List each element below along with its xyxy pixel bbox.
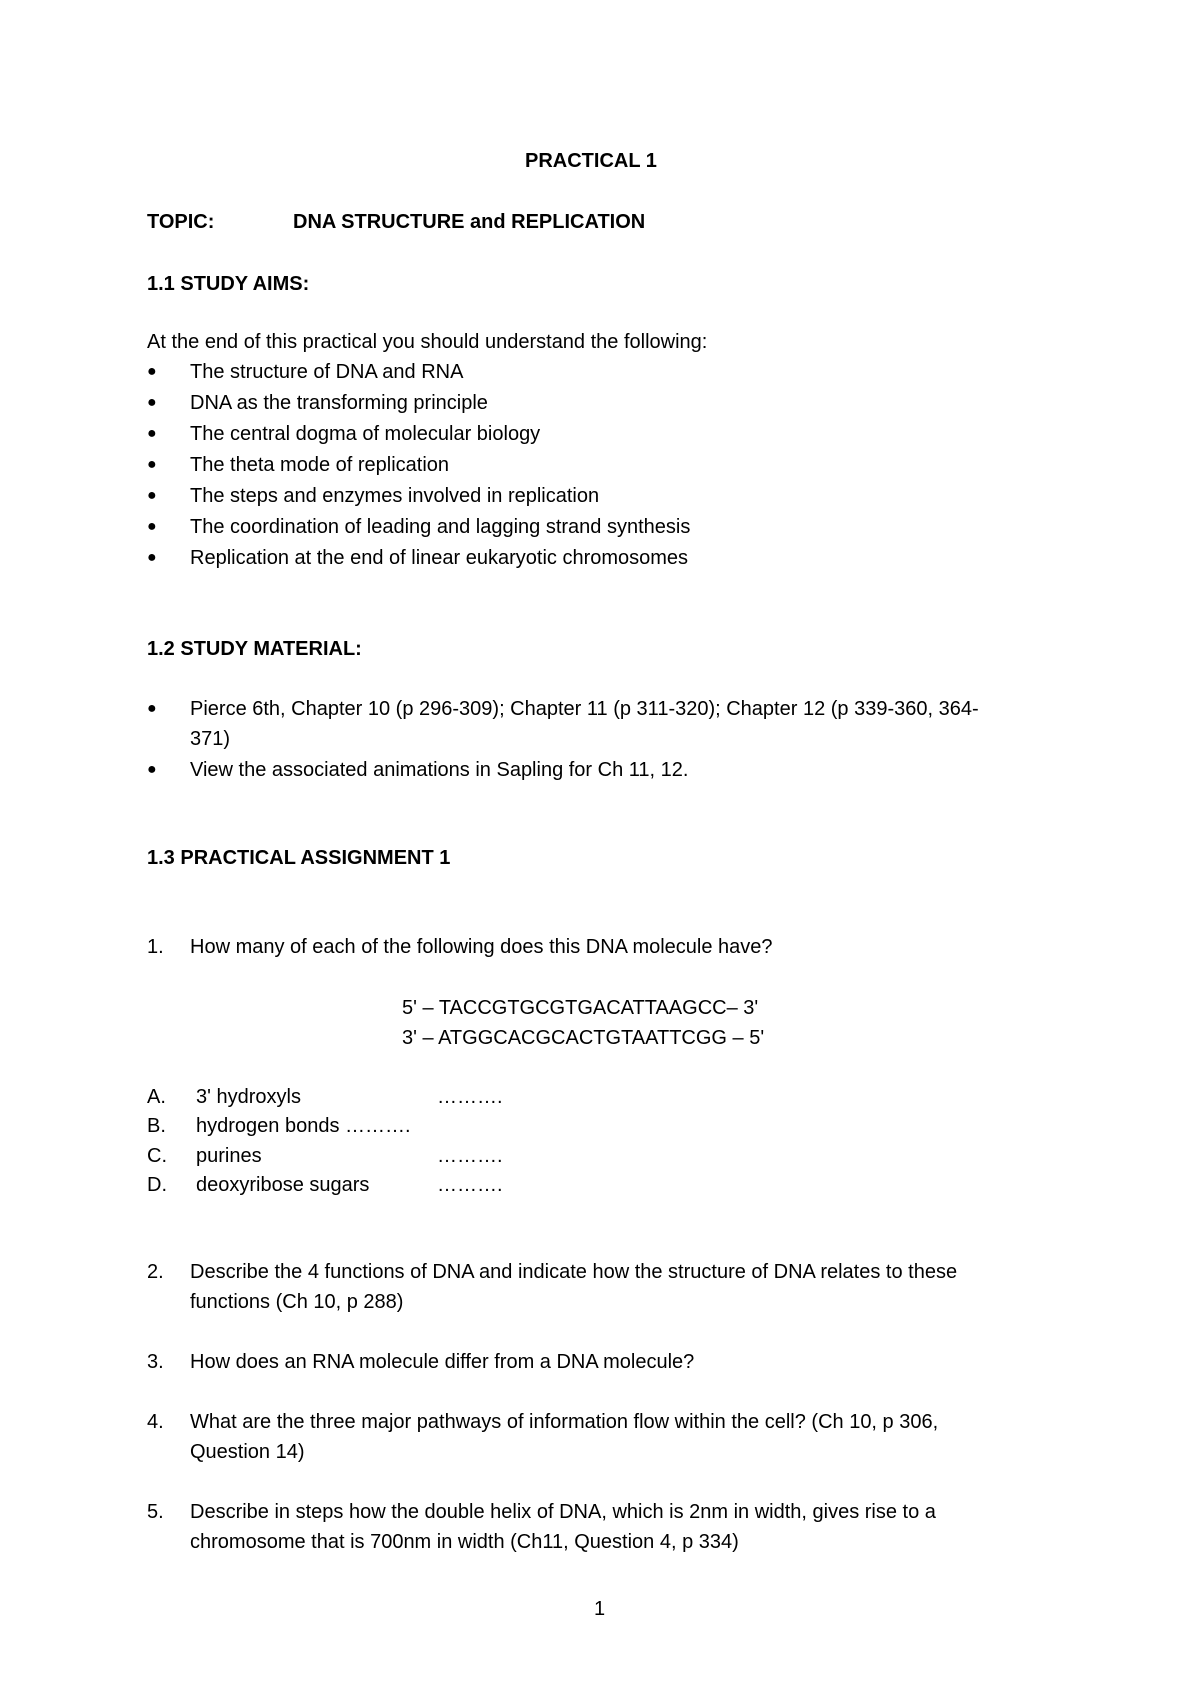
document-page: PRACTICAL 1 TOPIC: DNA STRUCTURE and REPLICATION 1.1 STUDY AIMS: At the end of this practical you should understand the following: ● The structure of DNA and RNA ● DNA as the transforming principle ● The central dogma of molecular biology ● The theta mode of replication ● The steps and enzymes involved in replication ● The coordination of leading and lagging strand synthesis ● Replication at the end of linear eukaryotic chromosomes 1.2 STUDY MATERIAL: ● Pierce 6th, Chapter 10 (p 296-309); Chapter 11 (p 311-320); Chapter 12 (p 339-360, 364- 371) ● View the associated animations in Sapling for Ch 11, 12. 1.3 PRACTICAL ASSIGNMENT 1 1. How many of each of the following does this DNA molecule have? 5' – TACCGTGCGTGACATTAAGCC– 3' 3' – ATGGCACGCACTGTAATTCGG – 5' A. 3' hydroxyls ………. B. hydrogen bonds ………. C. purines ………. D. deoxyribose sugars ………. 2. Describe the 4 functions of DNA and indicate how the structure of DNA relates to these functions (Ch 10, p 288) 3. How does an RNA molecule differ from a DNA molecule? 4. What are the three major pathways of information flow within the cell? (Ch 10, p 306, Question 14) 5. Describe in steps how the double helix of DNA, which is 2nm in width, gives rise to a chromosome that is 700nm in width (Ch11, Question 4, p 334) 1	[147, 150, 979, 1620]
study-material-heading: 1.2 STUDY MATERIAL:	[147, 638, 362, 660]
answer-blank[interactable]: ……….	[437, 1145, 503, 1167]
bullet-icon: ●	[147, 425, 157, 442]
study-aims-heading: 1.1 STUDY AIMS:	[147, 273, 310, 295]
answer-blank[interactable]: ……….	[437, 1174, 503, 1196]
answer-blank[interactable]: ……….	[437, 1086, 503, 1108]
question-text: Describe the 4 functions of DNA and indicate how the structure of DNA relates to these	[190, 1261, 958, 1283]
page-title: PRACTICAL 1	[525, 150, 657, 172]
question-text: How many of each of the following does this DNA molecule have?	[190, 936, 773, 958]
question-number: 5.	[147, 1501, 164, 1523]
question-number: 4.	[147, 1411, 164, 1433]
assignment-heading: 1.3 PRACTICAL ASSIGNMENT 1	[147, 847, 451, 869]
question-text: Describe in steps how the double helix of DNA, which is 2nm in width, gives rise to a	[190, 1501, 936, 1523]
bullet-icon: ●	[147, 363, 157, 380]
dna-strand-2: 3' – ATGGCACGCACTGTAATTCGG – 5'	[402, 1027, 765, 1049]
question-text-continuation: Question 14)	[190, 1441, 305, 1463]
question-number: 2.	[147, 1261, 164, 1283]
question-text-continuation: chromosome that is 700nm in width (Ch11, Question 4, p 334)	[190, 1531, 739, 1553]
question-text-continuation: functions (Ch 10, p 288)	[190, 1291, 404, 1313]
question-text: What are the three major pathways of information flow within the cell? (Ch 10, p 306,	[190, 1411, 939, 1433]
bullet-icon: ●	[147, 700, 157, 717]
topic-label: TOPIC:	[147, 211, 215, 233]
bullet-icon: ●	[147, 761, 157, 778]
bullet-icon: ●	[147, 518, 157, 535]
page-number: 1	[594, 1598, 606, 1620]
question-number: 1.	[147, 936, 164, 958]
list-item-continuation: 371)	[190, 728, 231, 750]
bullet-icon: ●	[147, 549, 157, 566]
bullet-icon: ●	[147, 487, 157, 504]
bullet-icon: ●	[147, 456, 157, 473]
answer-blank[interactable]: ……….	[345, 1115, 411, 1137]
dna-strand-1: 5' – TACCGTGCGTGACATTAAGCC– 3'	[402, 997, 759, 1019]
question-text: How does an RNA molecule differ from a DNA molecule?	[190, 1351, 695, 1373]
topic-value: DNA STRUCTURE and REPLICATION	[293, 211, 646, 233]
bullet-icon: ●	[147, 394, 157, 411]
study-aims-intro: At the end of this practical you should understand the following:	[147, 331, 708, 353]
question-number: 3.	[147, 1351, 164, 1373]
